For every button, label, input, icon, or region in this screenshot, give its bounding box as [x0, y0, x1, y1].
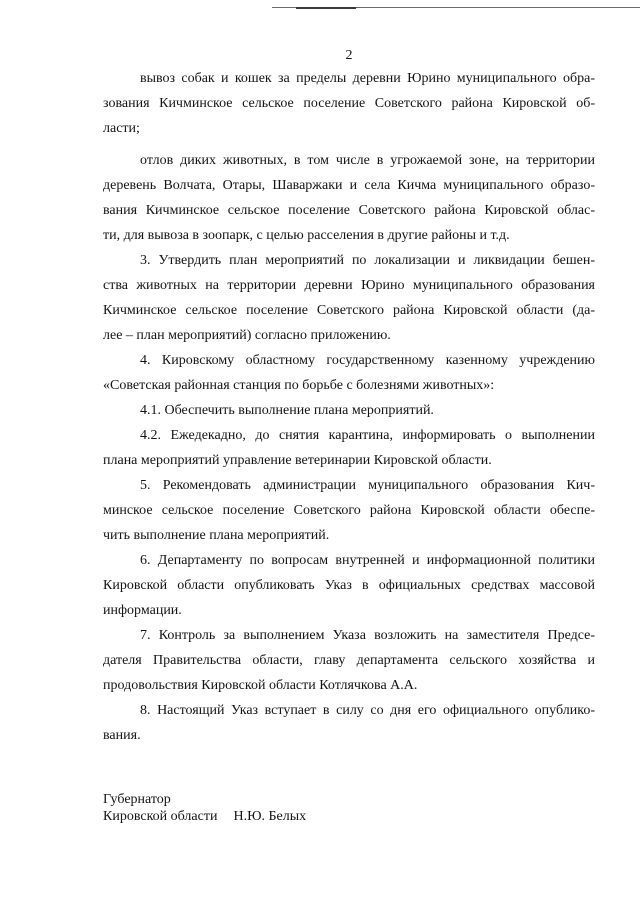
text-line: информации. — [103, 603, 182, 618]
text-line: Кичминское сельское поселение Советского района Кировской области (да- — [103, 303, 595, 318]
text-line: 4. Кировскому областному государственному казенному учреждению — [140, 353, 595, 368]
text-line: 7. Контроль за выполнением Указа возложить на заместителя Предсе- — [140, 628, 595, 643]
text-line: 3. Утвердить план мероприятий по локализации и ликвидации бешен- — [140, 253, 595, 268]
signatory-position: Губернатор — [103, 792, 171, 807]
document-body — [103, 66, 595, 748]
text-line: 8. Настоящий Указ вступает в силу со дня его официального опублико- — [140, 703, 595, 718]
paragraph-dogs-cats — [103, 66, 595, 141]
text-line: отлов диких животных, в том числе в угрожаемой зоне, на территории — [140, 153, 595, 168]
text-line: вания. — [103, 728, 141, 743]
top-rule-mark — [296, 7, 356, 9]
text-line: продовольствия Кировской области Котлячкова А.А. — [103, 678, 418, 693]
paragraph-4 — [103, 348, 595, 398]
text-line: 4.2. Ежедекадно, до снятия карантина, информировать о выполнении — [140, 428, 595, 443]
text-line: плана мероприятий управление ветеринарии Кировской области. — [103, 453, 492, 468]
text-line: «Советская районная станция по борьбе с болезнями животных»: — [103, 378, 495, 393]
text-line: деревень Волчата, Отары, Шаваржаки и села Кичма муниципального образо- — [103, 178, 595, 193]
text-line: дателя Правительства области, главу департамента сельского хозяйства и — [103, 653, 595, 668]
text-line: лее – план мероприятий) согласно приложению. — [103, 328, 391, 343]
signatory-name: Н.Ю. Белых — [233, 809, 307, 824]
text-line: ласти; — [103, 121, 140, 136]
paragraph-5 — [103, 473, 595, 548]
paragraph-4-2 — [103, 423, 595, 473]
text-line: ти, для вывоза в зоопарк, с целью расселения в другие районы и т.д. — [103, 228, 510, 243]
signature-block — [103, 791, 306, 825]
paragraph-3 — [103, 248, 595, 348]
text-line: чить выполнение плана мероприятий. — [103, 528, 330, 543]
text-line: ства животных на территории деревни Юрино муниципального образования — [103, 278, 595, 293]
text-line: 5. Рекомендовать администрации муниципального образования Кич- — [140, 478, 595, 493]
text-line: 6. Департаменту по вопросам внутренней и информационной политики — [140, 553, 595, 568]
signatory-region: Кировской области — [103, 809, 218, 824]
paragraph-6 — [103, 548, 595, 623]
paragraph-4-1 — [103, 398, 595, 423]
text-line: Кировской области опубликовать Указ в официальных средствах массовой — [103, 578, 595, 593]
signatory-line — [103, 808, 306, 825]
text-line: минское сельское поселение Советского района Кировской области обеспе- — [103, 503, 595, 518]
paragraph-wild-animals — [103, 148, 595, 248]
page-number: 2 — [345, 48, 353, 63]
text-line: зования Кичминское сельское поселение Советского района Кировской об- — [103, 96, 595, 111]
paragraph-7 — [103, 623, 595, 698]
text-line: вания Кичминское сельское поселение Советского района Кировской облас- — [103, 203, 595, 218]
text-line: 4.1. Обеспечить выполнение плана мероприятий. — [140, 403, 434, 418]
paragraph-8 — [103, 698, 595, 748]
text-line: вывоз собак и кошек за пределы деревни Юрино муниципального обра- — [140, 71, 595, 86]
